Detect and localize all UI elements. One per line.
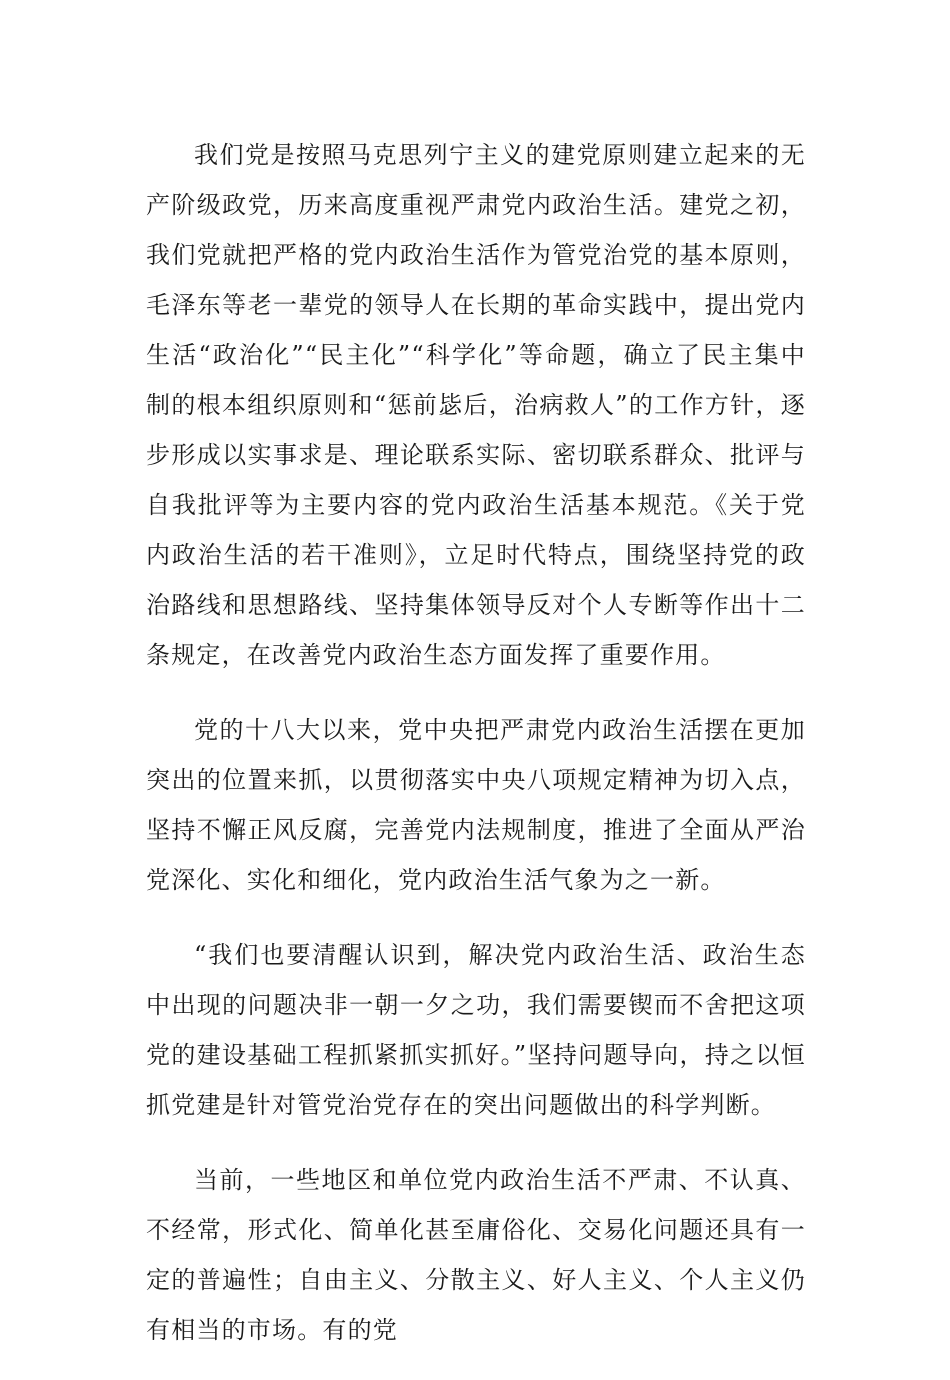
paragraph-3: “我们也要清醒认识到，解决党内政治生活、政治生态中出现的问题决非一朝一夕之功，我们需要锲而不舍把这项党的建设基础工程抓紧抓实抓好。”坚持问题导向，持之以恒抓党建是针对管党治党存在的突出问题做出的科学判断。 [146, 941, 806, 1119]
paragraph-1: 我们党是按照马克思列宁主义的建党原则建立起来的无产阶级政党，历来高度重视严肃党内政治生活。建党之初，我们党就把严格的党内政治生活作为管党治党的基本原则，毛泽东等老一辈党的领导人在长期的革命实践中，提出党内生活“政治化”“民主化”“科学化”等命题，确立了民主集中制的根本组织原则和“惩前毖后，治病救人”的工作方针，逐步形成以实事求是、理论联系实际、密切联系群众、批评与自我批评等为主要内容的党内政治生活基本规范。《关于党内政治生活的若干准则》，立足时代特点，围绕坚持党的政治路线和思想路线、坚持集体领导反对个人专断等作出十二条规定，在改善党内政治生态方面发挥了重要作用。 [146, 141, 806, 669]
document-body [146, 130, 806, 1380]
paragraph-4: 当前，一些地区和单位党内政治生活不严肃、不认真、不经常，形式化、简单化甚至庸俗化、交易化问题还具有一定的普遍性；自由主义、分散主义、好人主义、个人主义仍有相当的市场。有的党 [146, 1166, 806, 1344]
paragraph-2: 党的十八大以来，党中央把严肃党内政治生活摆在更加突出的位置来抓，以贯彻落实中央八项规定精神为切入点，坚持不懈正风反腐，完善党内法规制度，推进了全面从严治党深化、实化和细化，党内政治生活气象为之一新。 [146, 716, 806, 894]
